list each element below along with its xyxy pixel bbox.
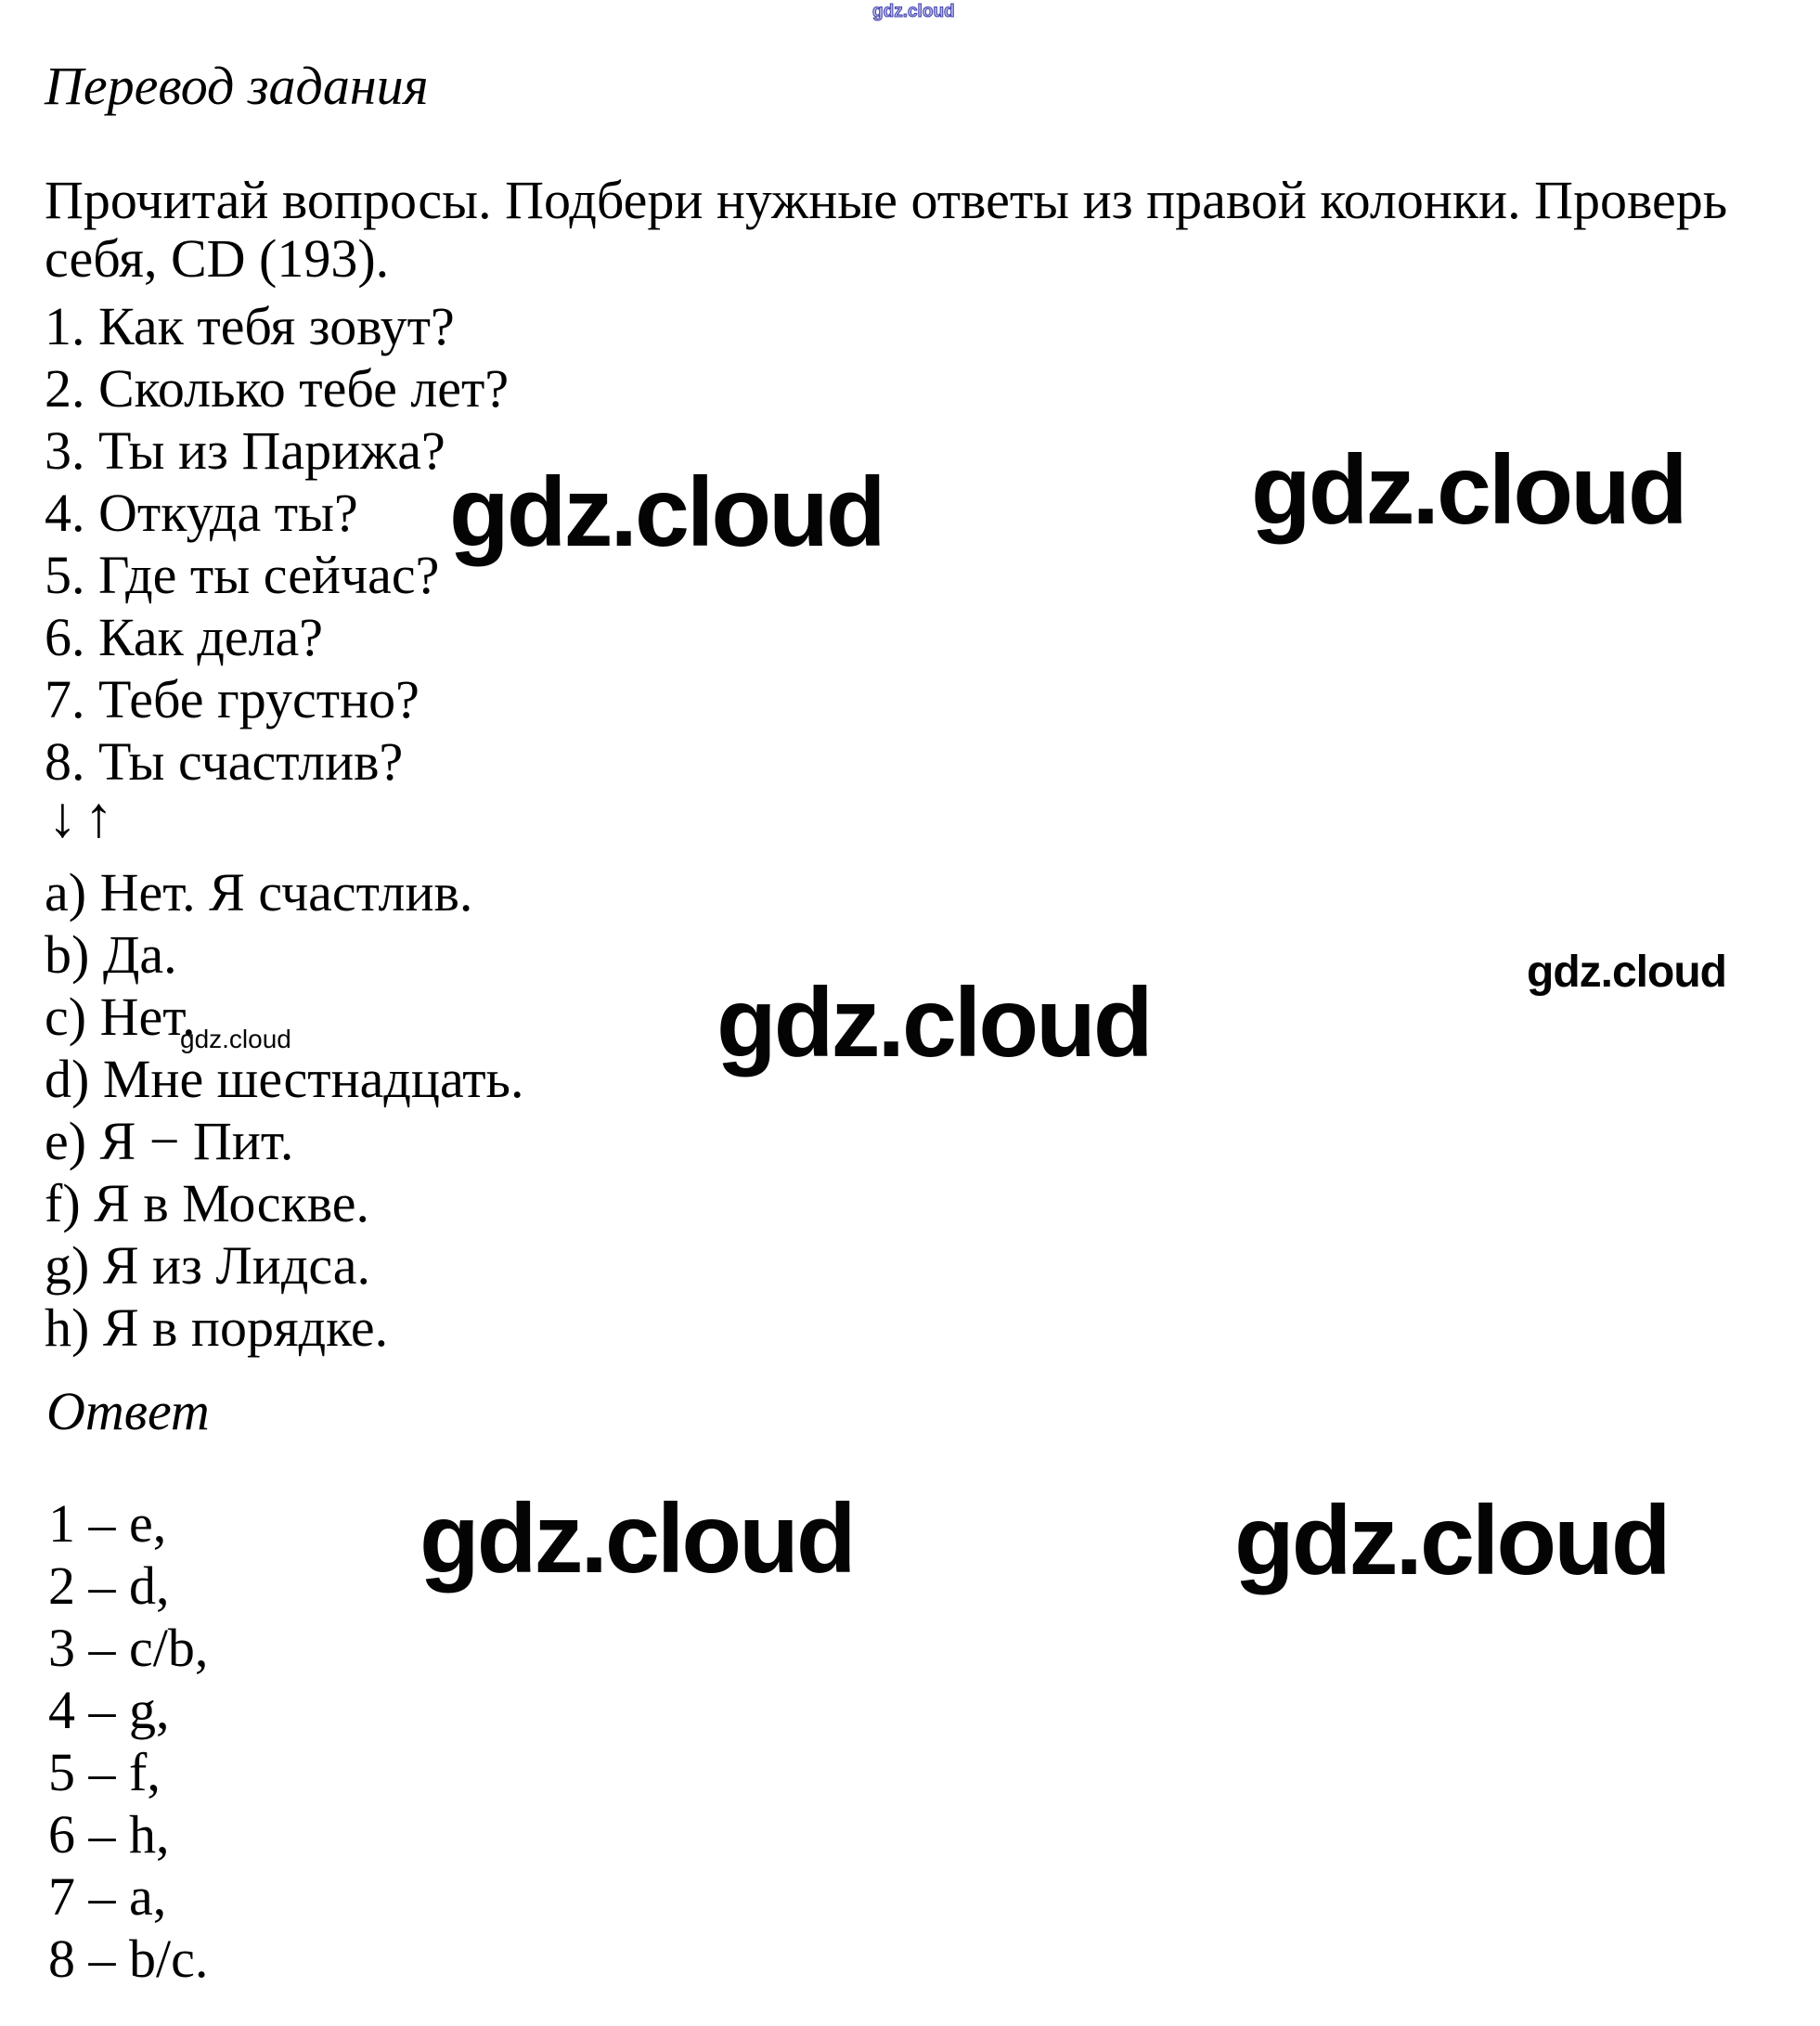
- option-item: [45, 923, 524, 986]
- watermark-gdz-cloud-top: gdz.cloud: [872, 2, 955, 21]
- option-letter: f): [45, 1173, 81, 1233]
- answer-key-item: 2 – d,: [48, 1555, 170, 1616]
- task-description-line: Прочитай вопросы. Подбери нужные ответы из правой колонки. Проверь: [45, 170, 1728, 230]
- question-text: Тебе грустно?: [98, 669, 420, 729]
- watermark-gdz-cloud-lower-left: gdz.cloud: [420, 1484, 854, 1594]
- question-item: [45, 419, 509, 482]
- question-number: 3.: [45, 420, 85, 481]
- question-number: 4.: [45, 483, 85, 543]
- updown-arrows-icon: ↓↑: [48, 786, 121, 849]
- question-number: 1.: [45, 296, 85, 356]
- option-text: Нет. Я счастлив.: [99, 862, 473, 923]
- option-text: Мне шестнадцать.: [102, 1049, 524, 1109]
- task-description-line: себя, CD (193).: [45, 228, 390, 289]
- question-text: Как дела?: [98, 607, 324, 667]
- question-item: [45, 295, 509, 357]
- option-letter: g): [45, 1235, 90, 1296]
- option-item: [45, 1048, 524, 1110]
- option-text: Я в Москве.: [94, 1173, 369, 1233]
- question-text: Откуда ты?: [98, 483, 358, 543]
- watermark-gdz-cloud-tiny: gdz.cloud: [180, 1025, 291, 1053]
- option-text: Я − Пит.: [99, 1111, 294, 1171]
- question-number: 8.: [45, 731, 85, 792]
- option-letter: b): [45, 924, 90, 985]
- watermark-gdz-cloud-lower-right: gdz.cloud: [1234, 1486, 1669, 1595]
- option-item: [45, 861, 524, 923]
- answer-key-item: 5 – f,: [48, 1742, 161, 1802]
- question-number: 5.: [45, 545, 85, 605]
- section-heading-answer: Ответ: [46, 1381, 210, 1441]
- answer-key-item: 8 – b/c.: [48, 1929, 209, 1989]
- question-item: [45, 482, 509, 544]
- option-item: [45, 1234, 524, 1297]
- option-item: [45, 1172, 524, 1234]
- option-text: Я в порядке.: [102, 1297, 389, 1358]
- question-text: Ты счастлив?: [98, 731, 404, 792]
- watermark-gdz-cloud-upper-right: gdz.cloud: [1251, 435, 1685, 545]
- option-letter: d): [45, 1049, 90, 1109]
- question-text: Ты из Парижа?: [98, 420, 445, 481]
- section-heading-translation: Перевод задания: [45, 56, 429, 116]
- question-number: 7.: [45, 669, 85, 729]
- answer-key-list: [48, 1492, 208, 1990]
- question-item: [45, 730, 509, 793]
- option-text: Да.: [102, 924, 177, 985]
- watermark-gdz-cloud-small-right: gdz.cloud: [1527, 948, 1726, 997]
- question-number: 6.: [45, 607, 85, 667]
- question-text: Сколько тебе лет?: [98, 358, 510, 419]
- options-list: [45, 861, 524, 1359]
- answer-key-item: 7 – a,: [48, 1866, 167, 1927]
- option-text: Я из Лидса.: [102, 1235, 371, 1296]
- watermark-gdz-cloud-upper-left: gdz.cloud: [449, 458, 884, 567]
- question-item: [45, 606, 509, 668]
- option-letter: a): [45, 862, 87, 923]
- answer-key-item: 6 – h,: [48, 1804, 170, 1865]
- question-text: Как тебя зовут?: [98, 296, 455, 356]
- question-number: 2.: [45, 358, 85, 419]
- task-description: [45, 171, 1727, 288]
- option-item: [45, 1110, 524, 1172]
- question-item: [45, 544, 509, 606]
- answer-key-item: 3 – c/b,: [48, 1618, 209, 1678]
- answer-key-item: 1 – e,: [48, 1493, 167, 1554]
- option-text: Нет.: [99, 987, 196, 1047]
- watermark-gdz-cloud-middle: gdz.cloud: [716, 968, 1151, 1078]
- option-letter: h): [45, 1297, 90, 1358]
- answer-key-item: 4 – g,: [48, 1680, 170, 1740]
- question-text: Где ты сейчас?: [98, 545, 440, 605]
- questions-list: [45, 295, 509, 793]
- question-item: [45, 357, 509, 419]
- option-letter: e): [45, 1111, 87, 1171]
- option-letter: c): [45, 987, 87, 1047]
- option-item: [45, 1297, 524, 1359]
- question-item: [45, 668, 509, 730]
